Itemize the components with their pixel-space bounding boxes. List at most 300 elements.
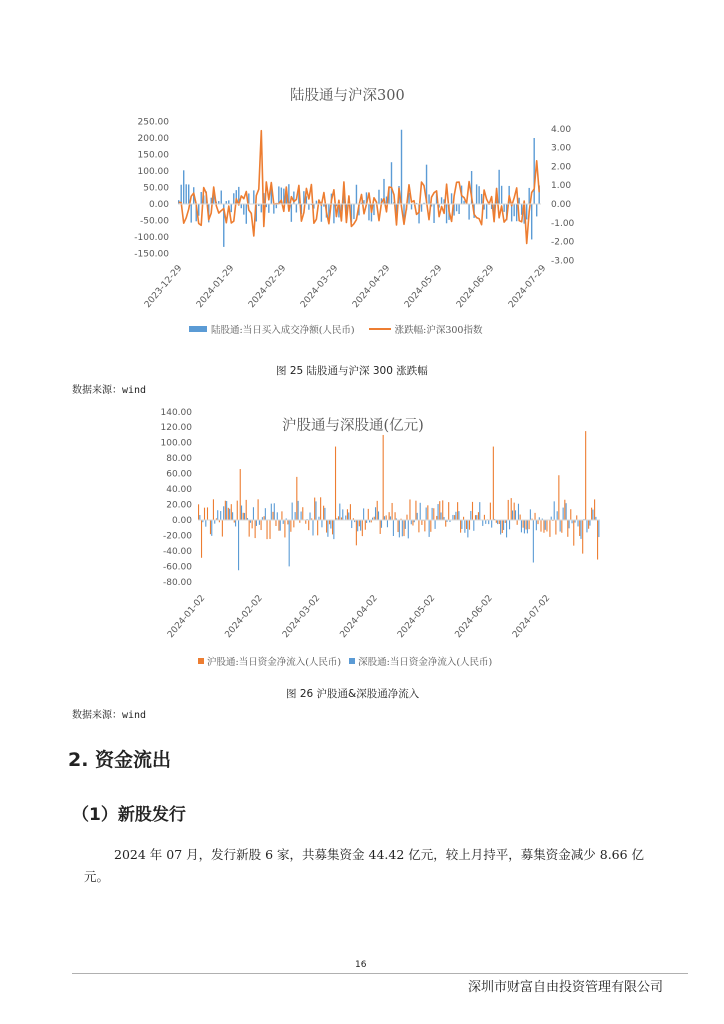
chart2-bar-sz [530, 509, 531, 520]
chart1-bar [278, 186, 279, 204]
chart2-bar-sh [395, 512, 396, 520]
chart2-bar-sz [378, 511, 379, 520]
chart2-bar-sh [517, 520, 518, 525]
chart2-bar-sh [243, 513, 244, 520]
chart1-bar [378, 190, 379, 204]
chart1-bar [291, 204, 292, 222]
chart2-bar-sh [409, 499, 410, 520]
chart1-bar [428, 194, 429, 204]
chart2-bar-sh [421, 520, 422, 525]
chart2-bar-sz [506, 520, 507, 537]
chart2-bar-sz [524, 520, 525, 533]
chart1-bar [268, 204, 269, 213]
chart1-right-tick: 2.00 [551, 162, 572, 173]
legend-sz-swatch [349, 658, 355, 664]
chart1-left-tick: 150.00 [137, 150, 169, 161]
chart2-bar-sz [580, 520, 581, 539]
chart1-x-tick: 2024-04-29 [351, 263, 393, 311]
chart2-bar-sz [426, 507, 427, 520]
chart2-bar-sh [326, 520, 327, 533]
chart1-bar [186, 184, 187, 204]
chart2-bar-sh [424, 520, 425, 531]
chart2-bar-sh [228, 508, 229, 520]
chart2-bar-sh [558, 475, 559, 520]
chart2-bar-sh [308, 520, 309, 530]
chart1-bar [368, 204, 369, 220]
chart2-x-tick: 2024-04-02 [338, 593, 380, 641]
chart2-bar-sz [533, 520, 534, 563]
chart2-y-tick: 60.00 [166, 469, 192, 480]
chart2-bar-sz [363, 508, 364, 520]
chart2-bar-sz [211, 520, 212, 536]
chart1-bar [531, 204, 532, 239]
chart2-bar-sh [573, 520, 574, 546]
chart1-bar [241, 204, 242, 208]
chart2-bar-sh [430, 520, 431, 532]
source-note-1: 数据来源：wind [72, 385, 147, 396]
chart2-bar-sz [485, 520, 486, 524]
chart1-bar [503, 204, 504, 212]
chart2-bar-sz [265, 508, 266, 520]
chart2-bar-sh [332, 520, 333, 534]
chart2-bar-sz [292, 503, 293, 520]
chart2-bar-sh [296, 477, 297, 520]
chart2-bar-sh [439, 501, 440, 520]
chart2-y-tick: 0.00 [171, 516, 192, 526]
chart1-bar [201, 192, 202, 204]
chart2-bar-sz [452, 515, 453, 520]
footer-divider [72, 973, 688, 974]
chart2-bar-sh [469, 520, 470, 530]
chart2-bar-sh [293, 520, 294, 527]
chart2-bar-sz [381, 520, 382, 528]
chart2-bar-sz [390, 516, 391, 520]
chart2-bar-sh [320, 497, 321, 520]
chart2-bar-sz [235, 520, 236, 526]
chart2-bar-sh [365, 520, 366, 530]
chart2-bar-sh [514, 503, 515, 520]
chart2-bar-sh [523, 520, 524, 528]
chart2-bar-sh [490, 503, 491, 520]
chart2-bar-sh [240, 469, 241, 520]
chart1-bar [333, 204, 334, 223]
chart2-bar-sh [534, 513, 535, 520]
chart2-bar-sh [302, 507, 303, 520]
chart2-bar-sz [277, 512, 278, 520]
chart1-bar [363, 200, 364, 204]
chart2-bar-sh [305, 520, 306, 524]
chart1-left-tick: 100.00 [137, 167, 169, 177]
chart1-line-series [179, 131, 540, 244]
chart1-bar [478, 186, 479, 204]
chart2-bar-sh [442, 500, 443, 520]
chart2-bar-sz [205, 520, 206, 527]
chart2-bar-sh [412, 520, 413, 526]
chart1-x-tick: 2024-01-29 [195, 263, 237, 311]
chart1-bar [261, 204, 262, 212]
chart2-bar-sh [466, 520, 467, 529]
chart2-bar-sh [368, 509, 369, 520]
chart2-bar-sz [253, 507, 254, 520]
chart2-bar-sz [238, 520, 239, 570]
chart1-left-tick: -150.00 [134, 249, 169, 260]
legend-sh-swatch [198, 658, 204, 664]
chart2-bar-sh [329, 520, 330, 524]
chart1-bar [246, 204, 247, 224]
chart2-bar-sz [488, 520, 489, 524]
chart2-bar-sh [576, 515, 577, 520]
chart2-bar-sh [549, 520, 550, 537]
chart2-bar-sz [441, 512, 442, 520]
chart2-x-tick: 2024-07-02 [511, 593, 553, 641]
chart2-bar-sz [295, 512, 296, 520]
chart2-bar-sh [484, 515, 485, 520]
chart1-bar [526, 204, 527, 219]
legend-sh-label: 沪股通:当日资金净流入(人民币) [207, 657, 342, 668]
chart1-bar [183, 170, 184, 204]
chart2-y-tick: -40.00 [162, 546, 192, 557]
chart2-bar-sz [420, 503, 421, 520]
chart2-bar-sz [527, 520, 528, 533]
chart2-bar-sh [436, 516, 437, 520]
chart2-bar-sh [231, 504, 232, 520]
chart2-bar-sz [569, 520, 570, 528]
chart2-bar-sh [529, 520, 530, 529]
chart2-y-tick: 80.00 [166, 454, 192, 465]
chart2-bar-sh [335, 447, 336, 520]
chart2-bar-sz [402, 520, 403, 536]
source-note-2: 数据来源：wind [72, 710, 147, 721]
chart2-bar-sh [540, 520, 541, 532]
chart2-bar-sh [472, 502, 473, 520]
chart2-bar-sh [255, 520, 256, 538]
chart1-bar [536, 204, 537, 216]
chart2-bar-sh [502, 520, 503, 533]
chart1-bar [498, 170, 499, 204]
chart2-bar-sh [284, 520, 285, 537]
chart2-bar-sz [375, 507, 376, 520]
chart1-left-tick: 200.00 [137, 134, 169, 144]
chart2-bar-sz [330, 520, 331, 529]
chart1-bar [516, 204, 517, 221]
chart1-bar [421, 204, 422, 212]
chart2-y-tick: -20.00 [162, 531, 192, 542]
chart2-y-tick: -80.00 [162, 577, 192, 588]
chart2-x-tick: 2024-06-02 [453, 593, 495, 641]
chart1-bar [231, 204, 232, 212]
chart2-y-tick: -60.00 [162, 562, 192, 573]
chart1-right-tick: -3.00 [551, 256, 575, 267]
chart1-bar [188, 184, 189, 204]
chart2-y-tick: 20.00 [166, 500, 192, 511]
chart1-left-tick: 0.00 [148, 200, 169, 210]
chart1-bar [276, 204, 277, 208]
chart2-bar-sz [399, 520, 400, 537]
chart2-bar-sh [323, 506, 324, 520]
chart2-bar-sz [497, 520, 498, 524]
chart2-bar-sz [473, 520, 474, 531]
chart2-bar-sh [478, 512, 479, 520]
chart2-bar-sh [448, 502, 449, 520]
chart1-bar [321, 204, 322, 222]
chart2-bar-sh [403, 520, 404, 536]
chart2-bar-sh [594, 499, 595, 520]
chart1-right-tick: 3.00 [551, 143, 572, 154]
chart2-bar-sh [567, 520, 568, 537]
chart2-bar-sh [389, 512, 390, 520]
chart2-bar-sh [508, 500, 509, 520]
chart2-bar-sh [264, 516, 265, 520]
chart2-bar-sz [393, 520, 394, 536]
chart1-left-tick: -100.00 [134, 233, 169, 243]
chart2-bar-sh [392, 503, 393, 520]
chart2-bar-sz [309, 513, 310, 520]
chart1-bar [373, 204, 374, 215]
chart1-bar [486, 204, 487, 219]
chart1-right-tick: 0.00 [551, 200, 572, 210]
legend-bar-swatch [189, 326, 207, 332]
chart2-bar-sh [272, 512, 273, 520]
chart1-bar [181, 185, 182, 204]
chart2-bar-sh [555, 520, 556, 535]
chart2-bar-sz [577, 520, 578, 526]
chart2-bar-sz [357, 520, 358, 531]
chart1-bar [221, 191, 222, 204]
chart2-bar-sz [241, 506, 242, 520]
chart2-bar-sz [551, 517, 552, 520]
chart2-bar-sh [222, 520, 223, 537]
chart2-bar-sh [398, 520, 399, 532]
chart2-bar-sz [491, 520, 492, 528]
chart1-plot [0, 0, 724, 330]
chart2-bar-sz [458, 511, 459, 520]
chart2-bar-sh [582, 520, 583, 554]
chart2-bar-sh [591, 508, 592, 520]
chart2-bar-sz [217, 510, 218, 520]
chart1-bar [513, 204, 514, 216]
chart2-bar-sz [274, 503, 275, 520]
chart2-bar-sz [244, 513, 245, 520]
chart1-left-tick: 250.00 [137, 117, 169, 128]
footer-company: 深圳市财富自由投资管理有限公司 [468, 980, 664, 995]
chart2-x-tick: 2024-05-02 [396, 593, 438, 641]
chart2-bar-sh [198, 504, 199, 520]
chart2-bar-sz [327, 520, 328, 537]
legend-line-label: 涨跌幅:沪深300指数 [394, 325, 483, 336]
chart2-bar-sh [201, 520, 202, 558]
figure-25-caption: 图 25 陆股通与沪深 300 涨跌幅 [276, 365, 428, 377]
chart2-bar-sz [342, 509, 343, 520]
chart2-bar-sz [438, 504, 439, 520]
chart1-bar [191, 204, 192, 223]
chart2-x-tick: 2024-03-02 [281, 593, 323, 641]
chart2-bar-sz [554, 501, 555, 520]
chart2-bar-sh [526, 520, 527, 529]
chart2-bar-sh [207, 507, 208, 520]
chart2-bar-sz [560, 520, 561, 532]
body-paragraph: 2024 年 07 月，发行新股 6 家，共募集资金 44.42 亿元，较上月持平，募集资金减少 8.66 亿元。 [84, 847, 645, 884]
chart2-bar-sh [317, 520, 318, 535]
chart2-x-tick: 2024-01-02 [166, 593, 208, 641]
chart2-title: 沪股通与深股通(亿元) [282, 418, 424, 434]
chart1-bar [533, 138, 534, 204]
chart2-bar-sz [199, 515, 200, 520]
chart1-bar [518, 198, 519, 204]
chart1-bar [296, 204, 297, 212]
chart1-left-tick: 50.00 [143, 183, 169, 194]
chart2-bar-sh [338, 516, 339, 520]
chart2-bar-sh [493, 447, 494, 520]
chart2-bar-sh [597, 520, 598, 560]
chart2-bar-sz [435, 520, 436, 529]
chart2-bar-sz [455, 512, 456, 520]
chart2-bar-sh [347, 509, 348, 520]
chart2-bar-sh [546, 520, 547, 531]
chart2-bar-sz [479, 502, 480, 520]
chart1-left-tick: -50.00 [139, 216, 169, 227]
chart2-bar-sz [586, 520, 587, 532]
chart2-bar-sh [287, 520, 288, 524]
chart2-bar-sh [377, 501, 378, 520]
chart2-bar-sh [457, 502, 458, 520]
chart2-bar-sh [454, 515, 455, 520]
chart2-bar-sz [280, 520, 281, 531]
chart2-bar-sz [324, 508, 325, 520]
chart2-bar-sz [271, 504, 272, 520]
chart2-bar-sz [592, 510, 593, 520]
chart1-bar [233, 193, 234, 204]
chart2-bar-sh [362, 520, 363, 536]
chart1-bar [458, 204, 459, 214]
chart2-bar-sh [445, 520, 446, 527]
chart2-bar-sh [537, 520, 538, 524]
chart2-bar-sz [589, 520, 590, 526]
chart2-bar-sz [598, 520, 599, 537]
chart1-bar [511, 204, 512, 221]
chart2-y-tick: 100.00 [160, 438, 192, 449]
chart2-bar-sz [557, 511, 558, 520]
legend-bar-label: 陆股通:当日买入成交净额(人民币) [211, 325, 355, 336]
chart1-bar [253, 190, 254, 204]
chart1-bar [228, 200, 229, 204]
chart2-bar-sh [383, 435, 384, 520]
chart1-bar [433, 204, 434, 223]
chart2-plot [0, 400, 724, 645]
chart2-bar-sz [509, 520, 510, 529]
chart2-bar-sz [503, 520, 504, 530]
chart2-bar-sh [570, 509, 571, 520]
chart2-bar-sh [433, 508, 434, 520]
chart1-bar [528, 188, 529, 204]
chart2-bar-sz [464, 520, 465, 533]
chart2-bar-sz [312, 520, 313, 535]
chart2-bar-sz [470, 511, 471, 520]
chart2-bar-sh [356, 520, 357, 545]
chart2-bar-sh [460, 520, 461, 533]
chart2-bar-sz [259, 520, 260, 525]
chart2-bar-sz [467, 520, 468, 537]
chart2-bar-sh [579, 520, 580, 536]
chart1-bar [391, 162, 392, 204]
chart2-bar-sh [204, 508, 205, 520]
chart2-bar-sz [298, 501, 299, 520]
chart2-bar-sz [223, 506, 224, 520]
chart1-bar [411, 204, 412, 209]
chart2-bar-sz [563, 508, 564, 520]
chart2-bar-sh [380, 520, 381, 534]
chart2-bar-sh [290, 520, 291, 532]
chart2-bar-sh [406, 515, 407, 520]
chart2-bar-sh [418, 520, 419, 532]
chart2-y-tick: 40.00 [166, 485, 192, 496]
chart1-x-tick: 2024-06-29 [455, 263, 497, 311]
chart2-bar-sz [214, 520, 215, 524]
chart1-bar [501, 186, 502, 204]
chart1-bar [356, 185, 357, 204]
chart1-right-tick: 1.00 [551, 181, 572, 192]
chart2-bar-sh [269, 520, 270, 539]
chart2-bar-sh [475, 515, 476, 520]
chart1-bar [441, 197, 442, 204]
figure-26-caption: 图 26 沪股通&深股通净流入 [286, 688, 420, 700]
legend-sz-label: 深股通:当日资金净流入(人民币) [358, 657, 493, 668]
chart2-bar-sz [387, 520, 388, 527]
legend-line-swatch [369, 328, 391, 330]
chart2-bar-sh [258, 499, 259, 520]
chart2-bar-sz [333, 520, 334, 539]
chart2-bar-sh [261, 520, 262, 530]
chart1-bar [456, 204, 457, 211]
chart2-bar-sz [521, 520, 522, 532]
chart2-bar-sz [512, 511, 513, 520]
chart1-bar [476, 184, 477, 204]
chart2-bar-sh [275, 520, 276, 526]
chart1-x-tick: 2024-07-29 [507, 263, 549, 311]
chart1-bar [316, 201, 317, 204]
chart2-bar-sz [518, 504, 519, 520]
chart2-bar-sz [315, 501, 316, 520]
chart1-bar [481, 194, 482, 204]
chart1-x-tick: 2024-02-29 [247, 263, 289, 311]
chart2-legend [198, 654, 492, 668]
section-heading: 2. 资金流出 [68, 749, 172, 771]
chart2-bar-sz [417, 513, 418, 520]
chart2-bar-sz [226, 501, 227, 520]
chart1-x-tick: 2024-05-29 [403, 263, 445, 311]
chart2-x-tick: 2024-02-02 [223, 593, 265, 641]
chart2-bar-sh [249, 520, 250, 537]
chart2-bar-sz [348, 512, 349, 520]
chart1-x-tick: 2023-12-29 [143, 263, 185, 311]
chart1-title: 陆股通与沪深300 [290, 88, 405, 104]
chart2-bar-sh [427, 505, 428, 520]
chart1-bar [308, 204, 309, 210]
chart2-bar-sh [278, 520, 279, 531]
chart2-bar-sh [511, 498, 512, 520]
chart2-bar-sh [314, 498, 315, 520]
chart2-bar-sz [408, 520, 409, 538]
chart1-bar [451, 193, 452, 204]
chart2-bar-sz [429, 520, 430, 537]
chart2-bar-sz [351, 520, 352, 528]
chart2-bar-sz [283, 520, 284, 524]
chart2-bar-sz [476, 515, 477, 520]
chart2-bar-sz [345, 516, 346, 520]
chart1-right-tick: 4.00 [551, 124, 572, 135]
chart2-bar-sz [384, 516, 385, 520]
chart2-bar-sz [321, 520, 322, 527]
chart2-bar-sh [543, 520, 544, 533]
